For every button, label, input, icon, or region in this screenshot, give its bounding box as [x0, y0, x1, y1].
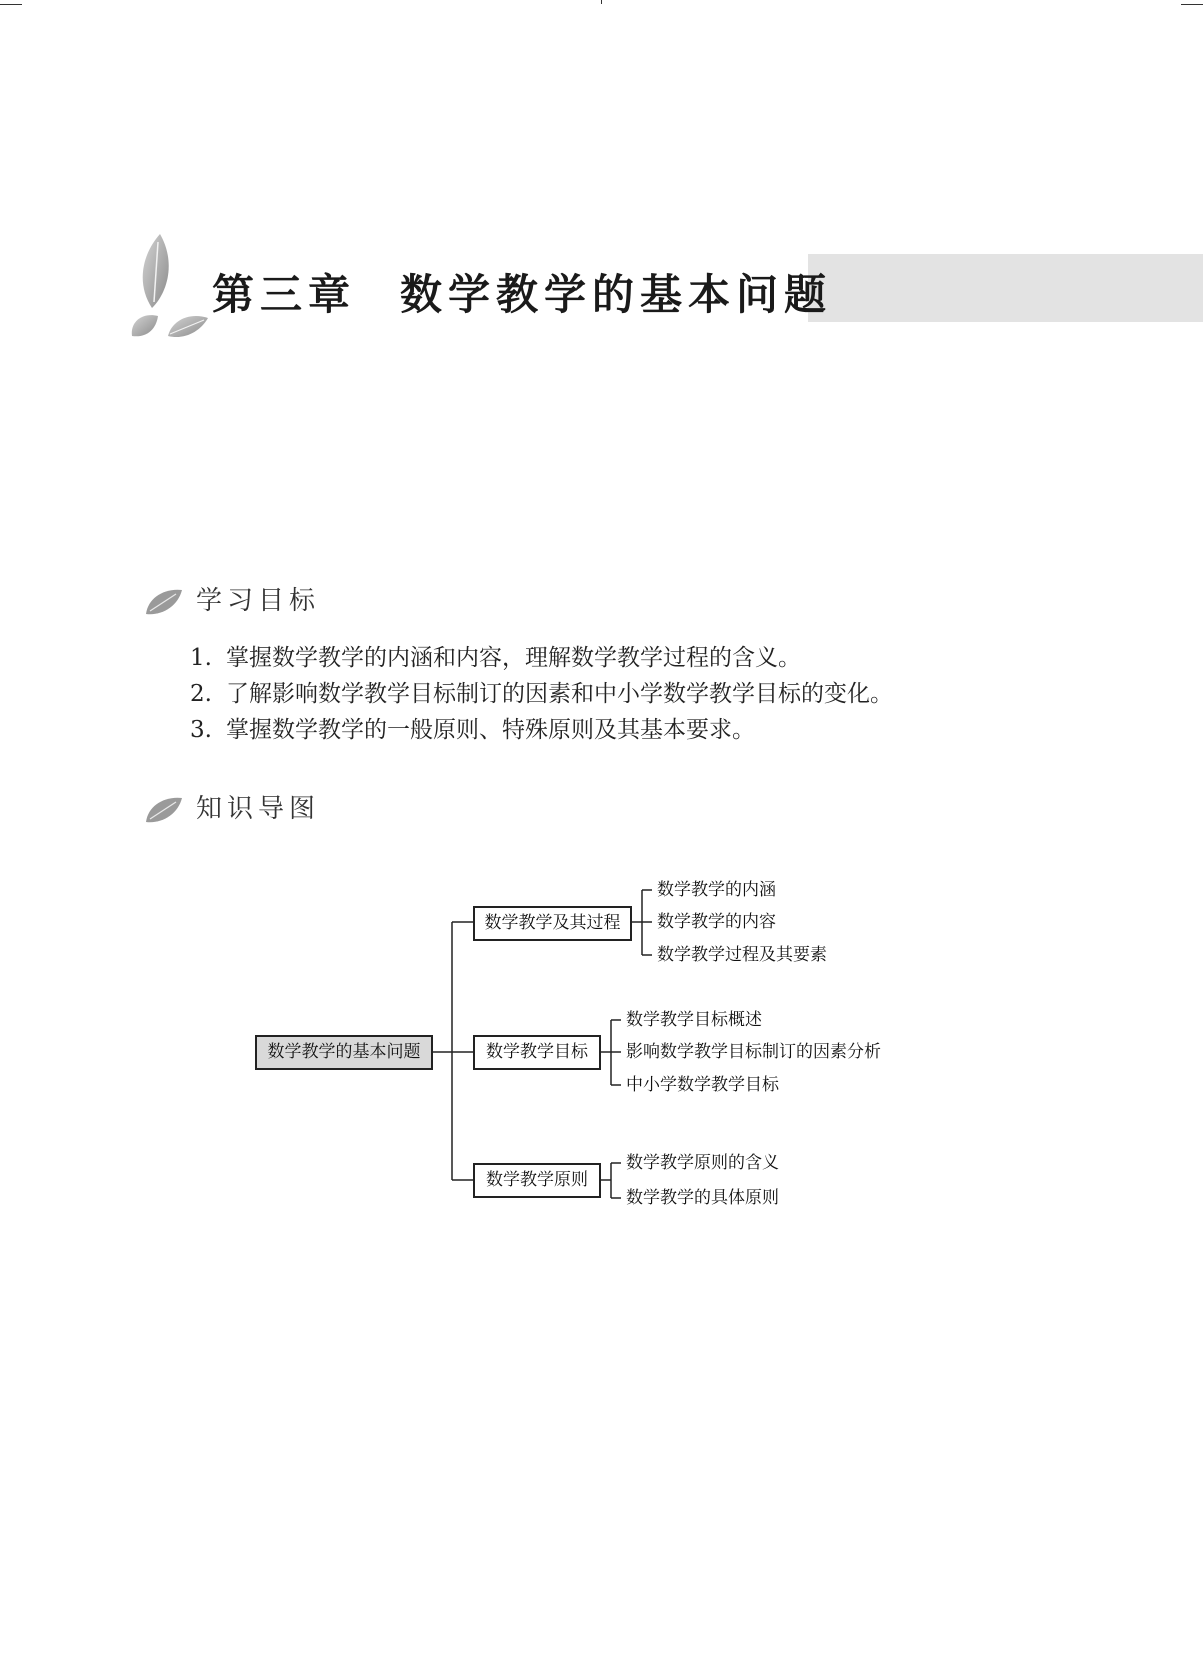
crop-mark-left [0, 4, 22, 5]
list-item: 3. 掌握数学教学的一般原则、特殊原则及其基本要求。 [190, 717, 755, 743]
mindmap-leaf: 数学教学的内涵 [657, 880, 776, 900]
chapter-number: 第三章 [212, 270, 357, 319]
chapter-title [212, 262, 832, 322]
mindmap-heading-text: 知识导图 [196, 794, 321, 824]
chapter-name: 数学教学的基本问题 [400, 270, 833, 319]
mindmap-leaf: 数学教学的具体原则 [626, 1188, 779, 1208]
mindmap-leaf: 中小学数学教学目标 [626, 1075, 779, 1095]
mindmap-leaf: 数学教学过程及其要素 [657, 945, 827, 965]
mindmap-leaf: 影响数学教学目标制订的因素分析 [626, 1042, 881, 1062]
list-item: 1. 掌握数学教学的内涵和内容，理解数学教学过程的含义。 [190, 645, 801, 671]
objectives-heading-text: 学习目标 [196, 586, 321, 616]
leaf-cluster-icon [128, 232, 218, 344]
mindmap-branch-node: 数学教学原则 [473, 1163, 601, 1198]
mindmap-branch-node: 数学教学及其过程 [473, 906, 632, 941]
leaf-bullet-icon [144, 794, 184, 824]
mindmap-leaf: 数学教学的内容 [657, 912, 776, 932]
mindmap-root-node: 数学教学的基本问题 [255, 1035, 433, 1070]
mindmap-leaf: 数学教学原则的含义 [626, 1153, 779, 1173]
list-item: 2. 了解影响数学教学目标制订的因素和中小学数学教学目标的变化。 [190, 681, 893, 707]
crop-mark-top [601, 0, 602, 4]
chapter-title-band [808, 254, 1203, 322]
crop-mark-right [1181, 4, 1203, 5]
leaf-bullet-icon [144, 586, 184, 616]
objectives-list [190, 640, 893, 748]
mindmap-leaf: 数学教学目标概述 [626, 1010, 762, 1030]
mindmap-branch-node: 数学教学目标 [473, 1035, 601, 1070]
